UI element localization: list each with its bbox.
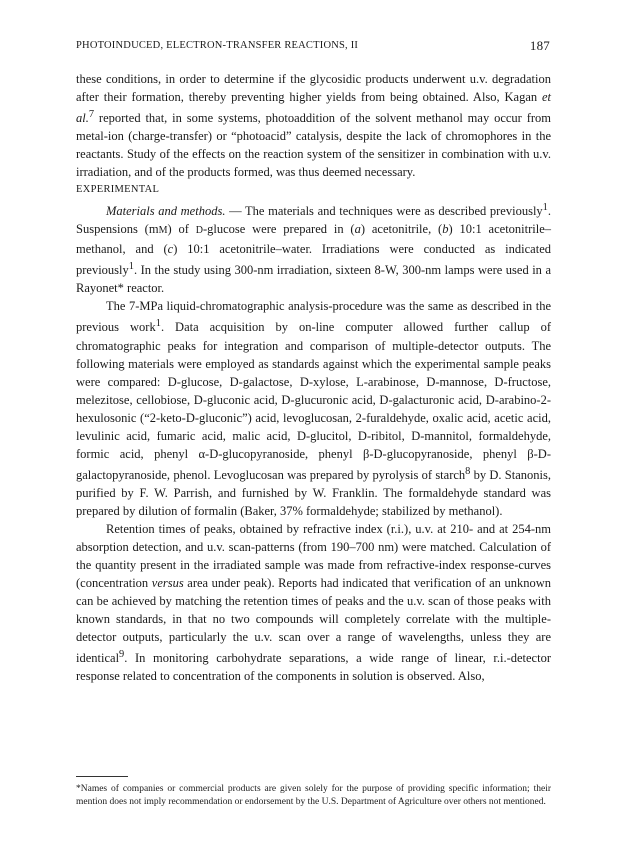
footnote: *Names of companies or commercial products are given solely for the purpose of providing specific information; their mention does not imply recommendation or endorsement by the U.S. Department of Agriculture over others not mentioned. — [76, 784, 551, 807]
text-run: ) of — [167, 222, 196, 237]
page-number: 187 — [529, 38, 550, 53]
standards-list: D-glucose, D-galactose, D-xylose, L-arabinose, D-mannose, D-fructose, melezitose, cellobiose, D-gluconic acid, D-glucuronic acid, D-galacturonic acid, D-arabino-2-hexulosonic (“2-keto-D-gluconic”) acid, levoglucosan, 2-furaldehyde, oxalic acid, acetic acid, levulinic acid, fumaric acid, malic acid, D-glucitol, D-ribitol, D-mannitol, formaldehyde, formic acid, phenyl α-D-glucopyranoside, phenyl β-D-glucopyranoside, phenyl β-D-galactopyranoside, phenol. — [76, 374, 552, 482]
paragraph-intro — [76, 70, 551, 181]
text-run: by D. Stanonis, purified by F. W. Parrish, and furnished by W. Franklin. The formaldehyde standard was prepared by dilution of formalin (Baker, 37% formaldehyde; stabilized by methanol). — [76, 467, 551, 518]
paragraph-retention — [76, 520, 551, 685]
paragraph-analysis — [76, 297, 551, 519]
text-run: reported that, in some systems, photoaddition of the solvent methanol may occur from metal-ion (charge-transfer) or “photoacid” catalysis, despite the lack of chromophores in the reactants. Study of the effects on the reaction system of the sensitizer in combination with u.v. irradiation, and of the products formed, was thus deemed necessary. — [76, 111, 551, 180]
reference-mark: 1 — [155, 318, 161, 330]
reference-mark: 9 — [119, 648, 125, 660]
reference-mark: 1 — [128, 261, 134, 273]
text-run: area under peak). Reports had indicated that verification of an unknown can be achieved by matching the retention times of peaks and the u.v. scan of those peaks with known standards, in that no two compounds will completely correlate with the multiple-detector outputs, particularly the u.v. scan over a range of wavelengths, unless they are identical — [76, 575, 551, 665]
paragraph-materials — [76, 199, 551, 297]
text-run: these conditions, in order to determine if the glycosidic products underwent u.v. degradation after their formation, thereby preventing higher yields from being obtained. Also, Kagan — [76, 72, 551, 104]
text-run: . In the study using 300-nm irradiation, sixteen 8-W, 300-nm lamps were used in a Rayonet* reactor. — [76, 263, 551, 296]
running-head — [76, 38, 550, 54]
text-run: Levoglucosan was prepared by pyrolysis of starch — [210, 467, 466, 482]
text-run: . Suspensions (m — [76, 204, 551, 237]
text-run: -glucose were prepared in ( — [202, 222, 355, 237]
text-run: The 7-MPa liquid-chromatographic analysis-procedure was the same as described in the previous work — [76, 299, 551, 335]
footnote-rule — [76, 776, 128, 777]
item-letter: c — [167, 242, 174, 257]
small-caps: D — [195, 225, 203, 237]
citation-et-al: et al. — [76, 90, 551, 126]
text-run: ) 10:1 acetonitrile–methanol, and ( — [76, 222, 552, 257]
text-run: . In monitoring carbohydrate separations, a wide range of linear, r.i.-detector response related to concentration of the components in solution is observed. Also, — [76, 650, 551, 683]
text-run: ) acetonitrile, ( — [360, 222, 443, 237]
reference-mark: 1 — [542, 202, 548, 214]
small-caps: M — [158, 225, 168, 237]
text-run: . Data acquisition by on-line computer allowed further callup of chromatographic peaks for integration and comparison of multiple-detector outputs. The following materials were employed as standards against which the experimental sample peaks were compared: — [76, 320, 551, 389]
item-letter: b — [442, 222, 449, 237]
run-in-heading: Materials and methods. — [106, 204, 226, 219]
item-letter: a — [354, 222, 361, 237]
text-run: ) 10:1 acetonitrile–water. Irradiations were conducted as indicated previously — [76, 242, 551, 278]
section-heading: EXPERIMENTAL — [76, 184, 160, 196]
text-run: Retention times of peaks, obtained by refractive index (r.i.), u.v. at 210- and at 254-nm absorption detection, and u.v. scan-patterns (from 190–700 nm) were matched. Calculation of the quantity present in the irradiated sample was made from refractive-index response-curves (concentration — [76, 521, 551, 590]
italic-term: versus — [151, 575, 184, 590]
running-title: PHOTOINDUCED, ELECTRON-TRANSFER REACTIONS, II — [76, 40, 359, 51]
reference-mark: 8 — [465, 465, 471, 477]
reference-mark: 7 — [88, 109, 95, 120]
body-text — [76, 70, 551, 685]
text-run: — The materials and techniques were as described previously — [225, 204, 543, 219]
